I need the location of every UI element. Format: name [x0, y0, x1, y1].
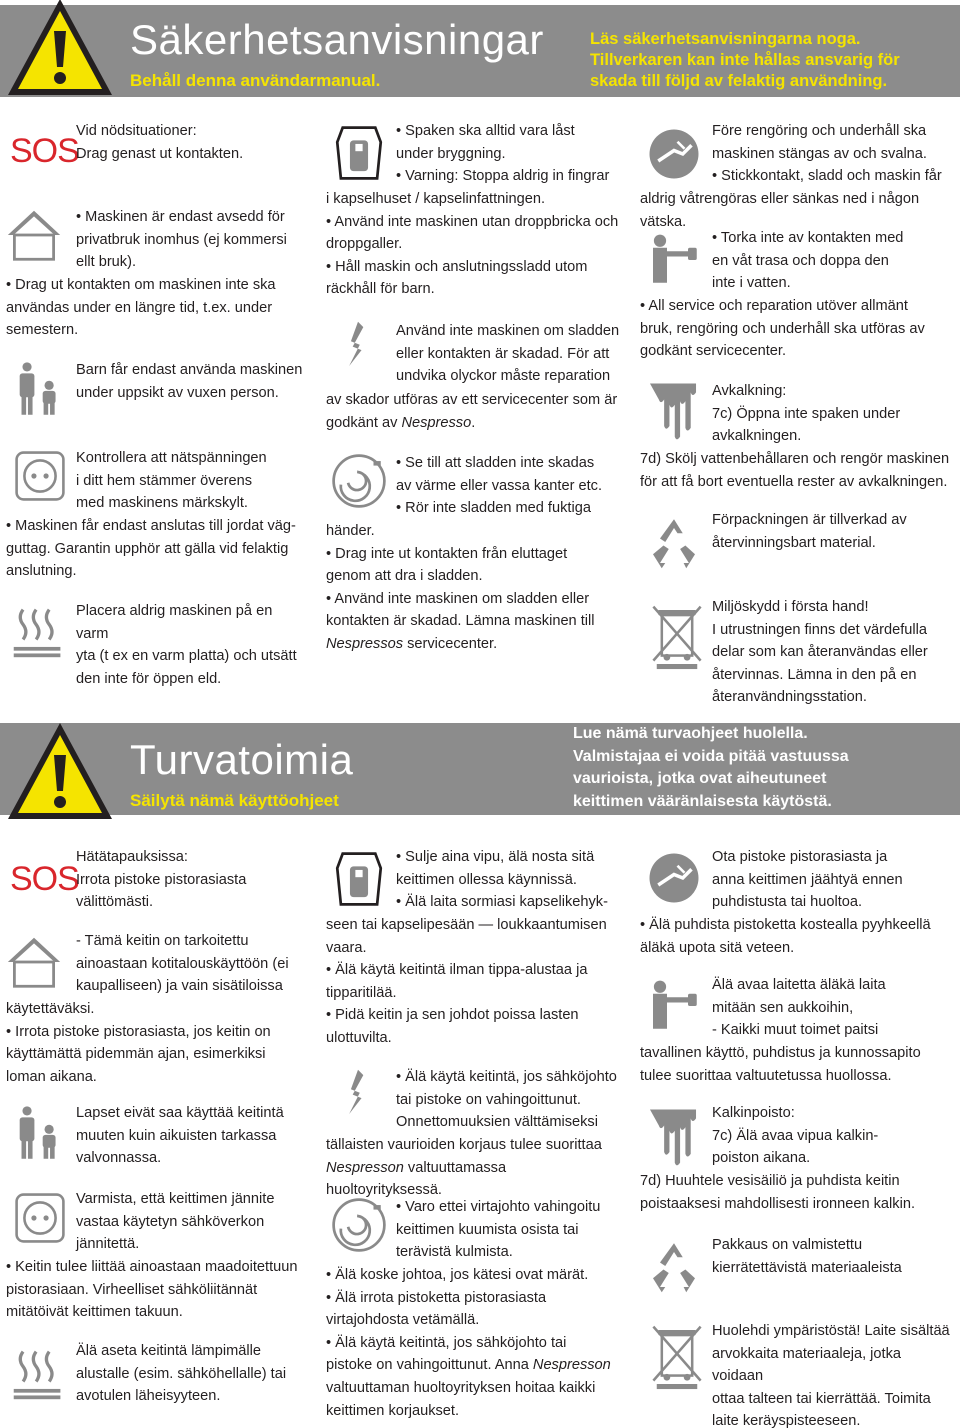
person-plug-icon: [646, 232, 702, 288]
fi-heat-text: Älä aseta keitintä lämpimälle alustalle (esim. sähköhellalle) tai avotulen läheisyyteen.: [76, 1343, 287, 1405]
adult-child-icon: [16, 360, 62, 418]
fi-drip-tray-text: seen tai kapselipesään — loukkaantumisen vaara. • Älä käytä keitintä ilman tippa-alustaa ja tipparitilää. • Pidä keitin ja sen johdot poissa lasten ulottuvilta.: [326, 917, 607, 1046]
socket-icon: [14, 450, 66, 502]
descaling-icon: [646, 380, 700, 442]
warning-triangle-icon: [4, 0, 116, 99]
descaling-icon: [646, 1106, 700, 1168]
fi-emergency-text: Hätätapauksissa: Irrota pistoke pistorasiasta välittömästi.: [76, 849, 247, 911]
fi-descaling-text: Kalkinpoisto: 7c) Älä avaa vipua kalkin- poiston aikana.: [712, 1105, 879, 1167]
sv-rinse-text: 7d) Skölj vattenbehållaren och rengör maskinen för att få bort eventuella rester av avkalkningen.: [640, 451, 950, 490]
hand-clean-icon: [646, 850, 702, 906]
fi-cord-heat-text: • Varo ettei virtajohto vahingoitu keittimen kuumista osista tai terävistä kulmista.: [396, 1199, 601, 1261]
fi-page-subtitle: Säilytä nämä käyttöohjeet: [130, 791, 339, 810]
header-note: Läs säkerhetsanvisningarna noga. Tillverkaren kan inte hållas ansvarig för skada till följd av felaktig användning.: [590, 30, 900, 90]
sv-children-text: Barn får endast använda maskinen under uppsikt av vuxen person.: [76, 362, 303, 401]
person-plug-icon: [646, 978, 702, 1034]
sv-environment-text: Miljöskydd i första hand! I utrustningen finns det värdefulla delar som kan återanvändas eller återvinnas. Lämna in den på en återanvändningsstation.: [712, 599, 928, 706]
sos-icon: SOS: [10, 860, 79, 898]
sv-cord-heat-text: • Se till att sladden inte skadas av värme eller vassa kanter etc. • Rör inte sladden med fuktiga: [396, 455, 603, 517]
fi-unplug-text: käytettäväksi. • Irrota pistoke pistorasiasta, jos keitin on käyttämättä pidemmän ajan, esimerkiksi loman aikana.: [6, 1001, 271, 1085]
adult-child-icon: [16, 1104, 62, 1162]
sv-damaged-cord-text: Använd inte maskinen om sladden eller kontakten är skadad. För att undvika olyckor måste reparation: [396, 323, 620, 385]
capsule-holder-icon: [330, 124, 388, 182]
fi-service-text: tavallinen käyttö, puhdistus ja kunnossapito tulee suorittaa valtuutetussa huollossa.: [640, 1045, 921, 1084]
sv-household-text: • Maskinen är endast avsedd för privatbruk inomhus (ej kommersi ellt bruk).: [76, 209, 287, 271]
fi-lever-text: • Sulje aina vipu, älä nosta sitä keittimen ollessa käynnissä. • Älä laita sormiasi kapselikehyk-: [396, 849, 608, 911]
sv-lever-text: • Spaken ska alltid vara låst under bryggning. • Varning: Stoppa aldrig in fingrar: [396, 123, 610, 185]
sv-cleaning-text: Före rengöring och underhåll ska maskinen stängas av och svalna. • Stickkontakt, sladd och maskin får: [712, 123, 942, 185]
socket-icon: [14, 1192, 66, 1244]
sv-drip-tray-text: i kapselhuset / kapselinfattningen. • Använd inte maskinen utan droppbricka och droppgaller. • Håll maskin och anslutningssladd utom räckhåll för barn.: [326, 191, 619, 298]
sv-emergency-text: Vid nödsituationer: Drag genast ut kontakten.: [76, 123, 244, 162]
fi-children-text: Lapset eivät saa käyttää keitintä muuten kuin aikuisten tarkassa valvonnassa.: [76, 1105, 284, 1167]
sv-no-water-text: aldrig våtrengöras eller sänkas ned i någon vätska.: [640, 191, 920, 230]
sv-ground-text: • Maskinen får endast anslutas till jordat väg- guttag. Garantin upphör att gälla vid felaktig anslutning.: [6, 518, 296, 580]
fi-environment-text: Huolehdi ympäristöstä! Laite sisältää arvokkaita materiaaleja, jotka voidaan ottaa talteen tai kierrättää. Toimita laite keräyspisteeseen.: [712, 1323, 950, 1428]
house-icon: [6, 207, 62, 263]
fi-repair-text: tällaisten vaurioiden korjaus tulee suorittaa Nespresson valtuuttamassa huoltoyrityksessä.: [326, 1137, 602, 1199]
sv-packaging-text: Förpackningen är tillverkad av återvinningsbart material.: [712, 512, 907, 551]
sv-unplug-text: • Drag ut kontakten om maskinen inte ska användas under en längre tid, t.ex. under semestern.: [6, 277, 276, 339]
header-banner-fi: [0, 723, 960, 815]
recycle-icon: [646, 514, 702, 570]
fi-cord-handling-text: • Älä koske johtoa, jos kätesi ovat märät. • Älä irrota pistoketta pistorasiasta virtajohdosta vetämällä. • Älä käytä keitintä, jos sähköjohto tai pistoke on vahingoittunut. Anna Nespresson valtuuttaman huoltoyrityksen hoitaa kaikki keittimen korjaukset.: [326, 1267, 611, 1419]
fi-rinse-text: 7d) Huuhtele vesisäiliö ja puhdista keitin poistaaksesi mahdollisesti ironneen kalkin.: [640, 1173, 915, 1212]
header-banner-sv: [0, 5, 960, 97]
sos-icon: SOS: [10, 132, 79, 170]
fi-no-open-text: Älä avaa laitetta äläkä laita mitään sen aukkoihin, - Kaikki muut toimet paitsi: [712, 977, 886, 1039]
sv-descaling-text: Avkalkning: 7c) Öppna inte spaken under avkalkningen.: [712, 383, 901, 445]
hand-clean-icon: [646, 126, 702, 182]
cord-icon: [330, 452, 388, 510]
fi-page-title: Turvatoimia: [130, 736, 354, 783]
fi-packaging-text: Pakkaus on valmistettu kierrätettävistä materiaaleista: [712, 1237, 902, 1276]
sv-service-text: • All service och reparation utöver allmänt bruk, rengöring och underhåll ska utföras av godkänt servicecenter.: [640, 298, 925, 360]
sv-voltage-text: Kontrollera att nätspänningen i ditt hem stämmer överens med maskinens märkskylt.: [76, 450, 267, 512]
fi-voltage-text: Varmista, että keittimen jännite vastaa käytetyn sähköverkon jännitettä.: [76, 1191, 275, 1253]
damaged-cable-icon: [340, 320, 376, 382]
house-icon: [6, 934, 62, 990]
fi-no-water-text: • Älä puhdista pistoketta kostealla pyyhkeellä äläkä upota sitä veteen.: [640, 917, 931, 956]
sv-repair-text: av skador utföras av ett servicecenter som är godkänt av Nespresso.: [326, 392, 618, 431]
fi-header-note: Lue nämä turvaohjeet huolella. Valmistajaa ei voida pitää vastuussa vaurioista, jotka ovat aiheutuneet keittimen vääränlaisesta käytöstä.: [573, 725, 849, 810]
recycle-icon: [646, 1238, 702, 1294]
page-title: Säkerhetsanvisningar: [130, 16, 544, 63]
fi-household-text: - Tämä keitin on tarkoitettu ainoastaan kotitalouskäyttöön (ei kaupalliseen) ja vain sisätiloissa: [76, 933, 289, 995]
capsule-holder-icon: [330, 850, 388, 908]
heat-icon: [10, 1346, 66, 1402]
damaged-cable-icon: [340, 1068, 376, 1130]
wheelie-bin-crossed-icon: [650, 1324, 704, 1390]
sv-cord-handling-text: händer. • Drag inte ut kontakten från eluttaget genom att dra i sladden. • Använd inte maskinen om sladden eller kontakten är skadad. Lämna maskinen till Nespressos servicecenter.: [326, 523, 595, 652]
fi-damaged-cord-text: • Älä käytä keitintä, jos sähköjohto tai pistoke on vahingoittunut. Onnettomuuksien välttämiseksi: [396, 1069, 617, 1131]
heat-icon: [10, 604, 66, 660]
fi-ground-text: • Keitin tulee liittää ainoastaan maadoitettuun pistorasiaan. Virheelliset sähköliitännät mitätöivät keittimen takuun.: [6, 1259, 298, 1321]
sv-heat-text: Placera aldrig maskinen på en varm yta (t ex en varm platta) och utsätt den inte för öppen eld.: [76, 603, 297, 687]
wheelie-bin-crossed-icon: [650, 604, 704, 670]
fi-cleaning-text: Ota pistoke pistorasiasta ja anna keittimen jäähtyä ennen puhdistusta tai huoltoa.: [712, 849, 903, 911]
cord-icon: [330, 1196, 388, 1254]
warning-triangle-icon: [4, 719, 116, 823]
sv-wipe-plug-text: • Torka inte av kontakten med en våt trasa och doppa den inte i vatten.: [712, 230, 904, 292]
page-subtitle: Behåll denna användarmanual.: [130, 71, 381, 90]
